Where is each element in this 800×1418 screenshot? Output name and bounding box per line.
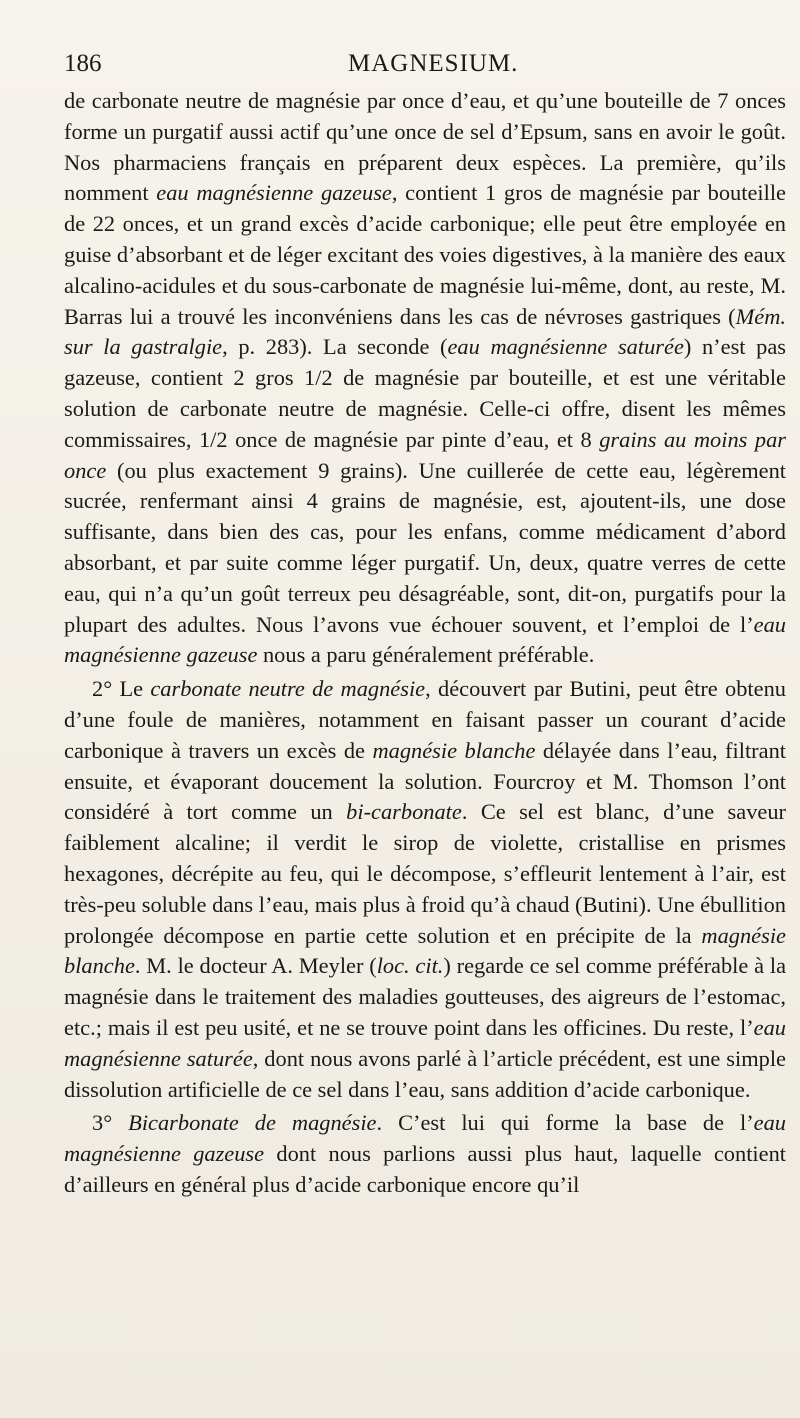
text-run: nous a paru généralement préférable. bbox=[257, 642, 595, 668]
page-number: 186 bbox=[64, 50, 102, 77]
text-run: . M. le docteur A. Meyler ( bbox=[134, 953, 377, 979]
italic-text: bi-carbonate bbox=[346, 799, 462, 825]
paragraph-3 bbox=[64, 1108, 786, 1200]
text-run: (ou plus exactement 9 grains). Une cuillerée de cette eau, légèrement sucrée, renfermant ainsi 4 grains de magnésie, est, ajoutent-ils, une dose suffisante, dans bien des cas, pour les enfans, comme médicament d’abord absorbant, et par suite comme léger purgatif. Un, deux, quatre verres de cette eau, qui n’a qu’un goût terreux peu désagréable, sont, dit-on, purgatifs pour la plupart des adultes. Nous l’avons vue échouer souvent, et l’emploi de l’ bbox=[64, 457, 786, 637]
text-run: , p. 283). La seconde ( bbox=[222, 334, 448, 360]
italic-text: eau magnésienne gazeuse bbox=[64, 611, 786, 668]
running-head: MAGNESIUM. bbox=[348, 50, 519, 77]
italic-text: Mém. sur la gastralgie bbox=[64, 303, 786, 360]
text-run: , contient 1 gros de magnésie par bouteille de 22 onces, et un grand excès d’acide carbonique; elle peut être employée en guise d’absorbant et de léger excitant des voies digestives, à la manière des eaux alcalino-acidules et du sous-carbonate de magnésie lui-même, dont, au reste, M. Barras lui a trouvé les inconvéniens dans les cas de névroses gastriques ( bbox=[64, 180, 786, 329]
text-run: ) n’est pas gazeuse, contient 2 gros 1/2 de magnésie par bouteille, et est une véritable solution de carbonate neutre de magnésie. Celle-ci offre, disent les mêmes commissaires, 1/2 once de magnésie par pinte d’eau, et 8 bbox=[64, 334, 786, 452]
italic-text: eau magnésienne gazeuse bbox=[64, 1110, 787, 1167]
text-run: , dont nous avons parlé à l’article précédent, est une simple dissolution artificielle de ce sel dans l’eau, sans addition d’acide carbonique. bbox=[64, 1045, 786, 1102]
text-run: délayée dans l’eau, filtrant ensuite, et évaporant doucement la solution. Fourcroy et M. Thomson l’ont considéré à tort comme un bbox=[64, 737, 786, 825]
text-run: de carbonate neutre de magnésie par once d’eau, et qu’une bouteille de 7 onces forme un purgatif aussi actif qu’une once de sel d’Epsum, sans en avoir le goût. Nos pharmaciens français en préparent deux espèces. La première, qu’ils nomment bbox=[64, 88, 786, 206]
text-run: . C’est lui qui forme la base de l’ bbox=[376, 1110, 754, 1136]
italic-text: eau magnésienne gazeuse bbox=[156, 180, 392, 206]
italic-text: loc. cit. bbox=[376, 953, 444, 979]
text-run: 2° Le bbox=[92, 676, 151, 702]
page-header bbox=[64, 50, 788, 84]
text-run: . Ce sel est blanc, d’une saveur faiblement alcaline; il verdit le sirop de violette, cristallise en prismes hexagones, décrépite au feu, qui le décompose, s’effleurit lentement à l’air, est très-peu soluble dans l’eau, mais plus à froid qu’à chaud (Butini). Une ébullition prolongée décompose en partie cette solution et en précipite de la bbox=[64, 799, 786, 948]
paragraph-2 bbox=[64, 674, 786, 1105]
italic-text: carbonate neutre de magnésie bbox=[150, 676, 426, 702]
italic-text: magnésie blanche bbox=[372, 737, 536, 763]
italic-text: Bicarbonate de magnésie bbox=[128, 1110, 377, 1136]
italic-text: eau magnésienne saturée bbox=[64, 1014, 786, 1071]
italic-text: grains au moins par once bbox=[64, 426, 786, 483]
italic-text: magnésie blanche bbox=[64, 922, 786, 979]
text-run: 3° bbox=[92, 1110, 129, 1136]
italic-text: eau magnésienne saturée bbox=[447, 334, 684, 360]
text-run: dont nous parlions aussi plus haut, laquelle contient d’ailleurs en général plus d’acide carbonique encore qu’il bbox=[64, 1141, 786, 1197]
paragraph-1 bbox=[64, 86, 786, 671]
text-run: , découvert par Butini, peut être obtenu d’une foule de manières, notamment en faisant passer un courant d’acide carbonique à travers un excès de bbox=[64, 676, 786, 763]
body-text bbox=[64, 86, 786, 1201]
text-run: ) regarde ce sel comme préférable à la magnésie dans le traitement des maladies goutteuses, des aigreurs de l’estomac, etc.; mais il est peu usité, et ne se trouve point dans les officines. Du reste, l’ bbox=[64, 953, 787, 1040]
